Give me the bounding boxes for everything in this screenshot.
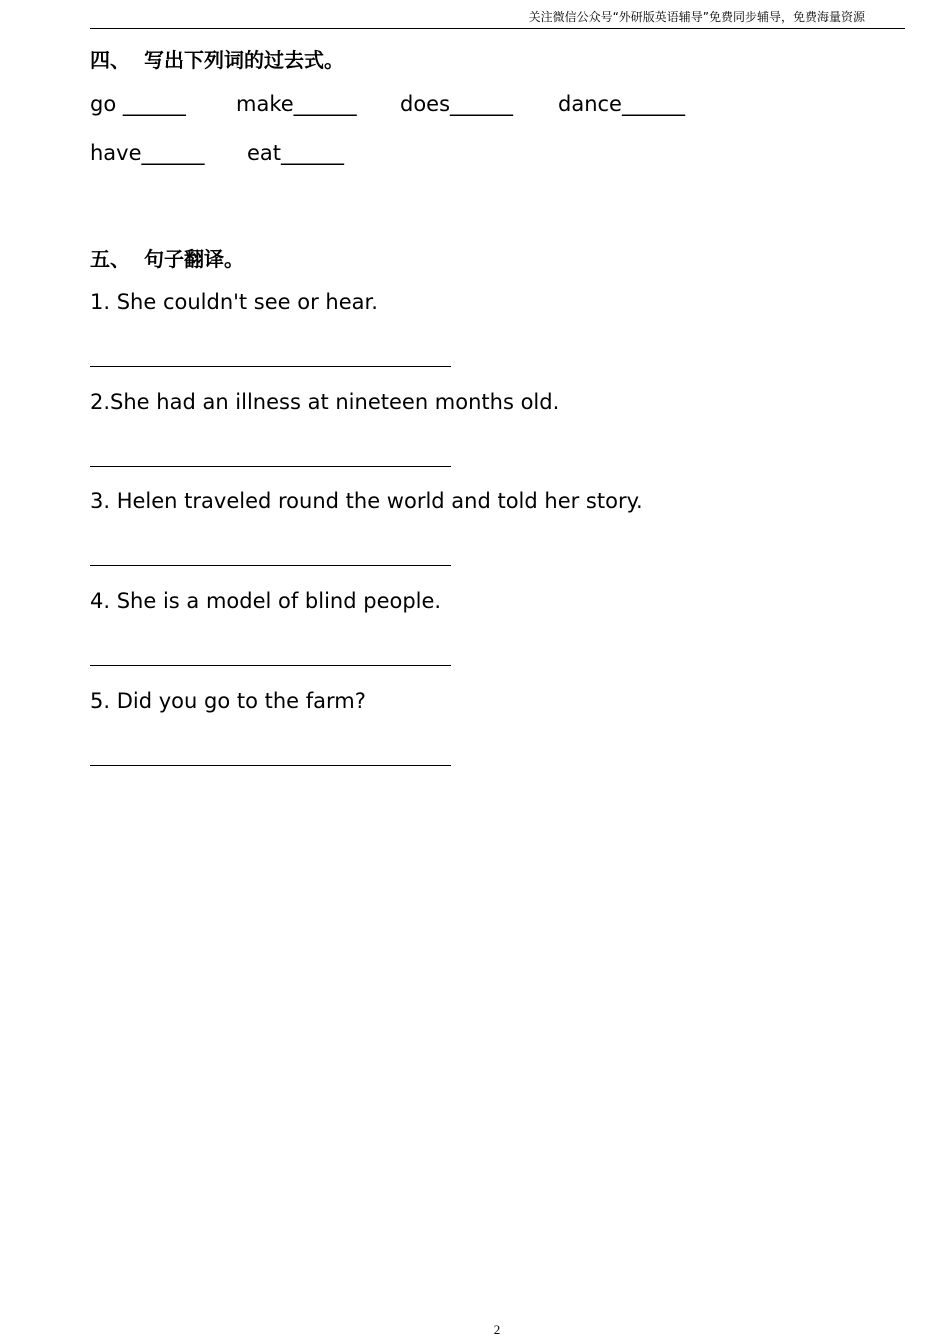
- page-number: 2: [493, 1322, 501, 1337]
- sentence-3: 3. Helen traveled round the world and told her story.: [90, 489, 643, 513]
- sentence-1: 1. She couldn't see or hear.: [90, 290, 378, 314]
- word-item: dance______: [558, 92, 685, 116]
- answer-line-4: [90, 665, 451, 666]
- section-4-heading: [90, 44, 344, 73]
- word-item: eat______: [247, 141, 345, 165]
- word-item: go ______: [90, 92, 186, 116]
- word-item: have______: [90, 141, 205, 165]
- section-5-number: 五、: [90, 247, 130, 271]
- answer-line-2: [90, 466, 451, 467]
- answer-line-1: [90, 366, 451, 367]
- word-item: make______: [236, 92, 357, 116]
- section-4-number: 四、: [90, 48, 130, 72]
- header-rule: [90, 28, 905, 29]
- sentence-5: 5. Did you go to the farm?: [90, 689, 366, 713]
- section-4-title: 写出下列词的过去式。: [144, 48, 344, 72]
- sentence-2: 2.She had an illness at nineteen months old.: [90, 390, 560, 414]
- answer-line-5: [90, 765, 451, 766]
- answer-line-3: [90, 565, 451, 566]
- header-text: 关注微信公众号“外研版英语辅导”免费同步辅导，免费海量资源: [528, 10, 865, 24]
- section-5-title: 句子翻译。: [144, 247, 244, 271]
- word-item: does______: [400, 92, 514, 116]
- sentence-4: 4. She is a model of blind people.: [90, 589, 442, 613]
- section-5-heading: [90, 243, 244, 272]
